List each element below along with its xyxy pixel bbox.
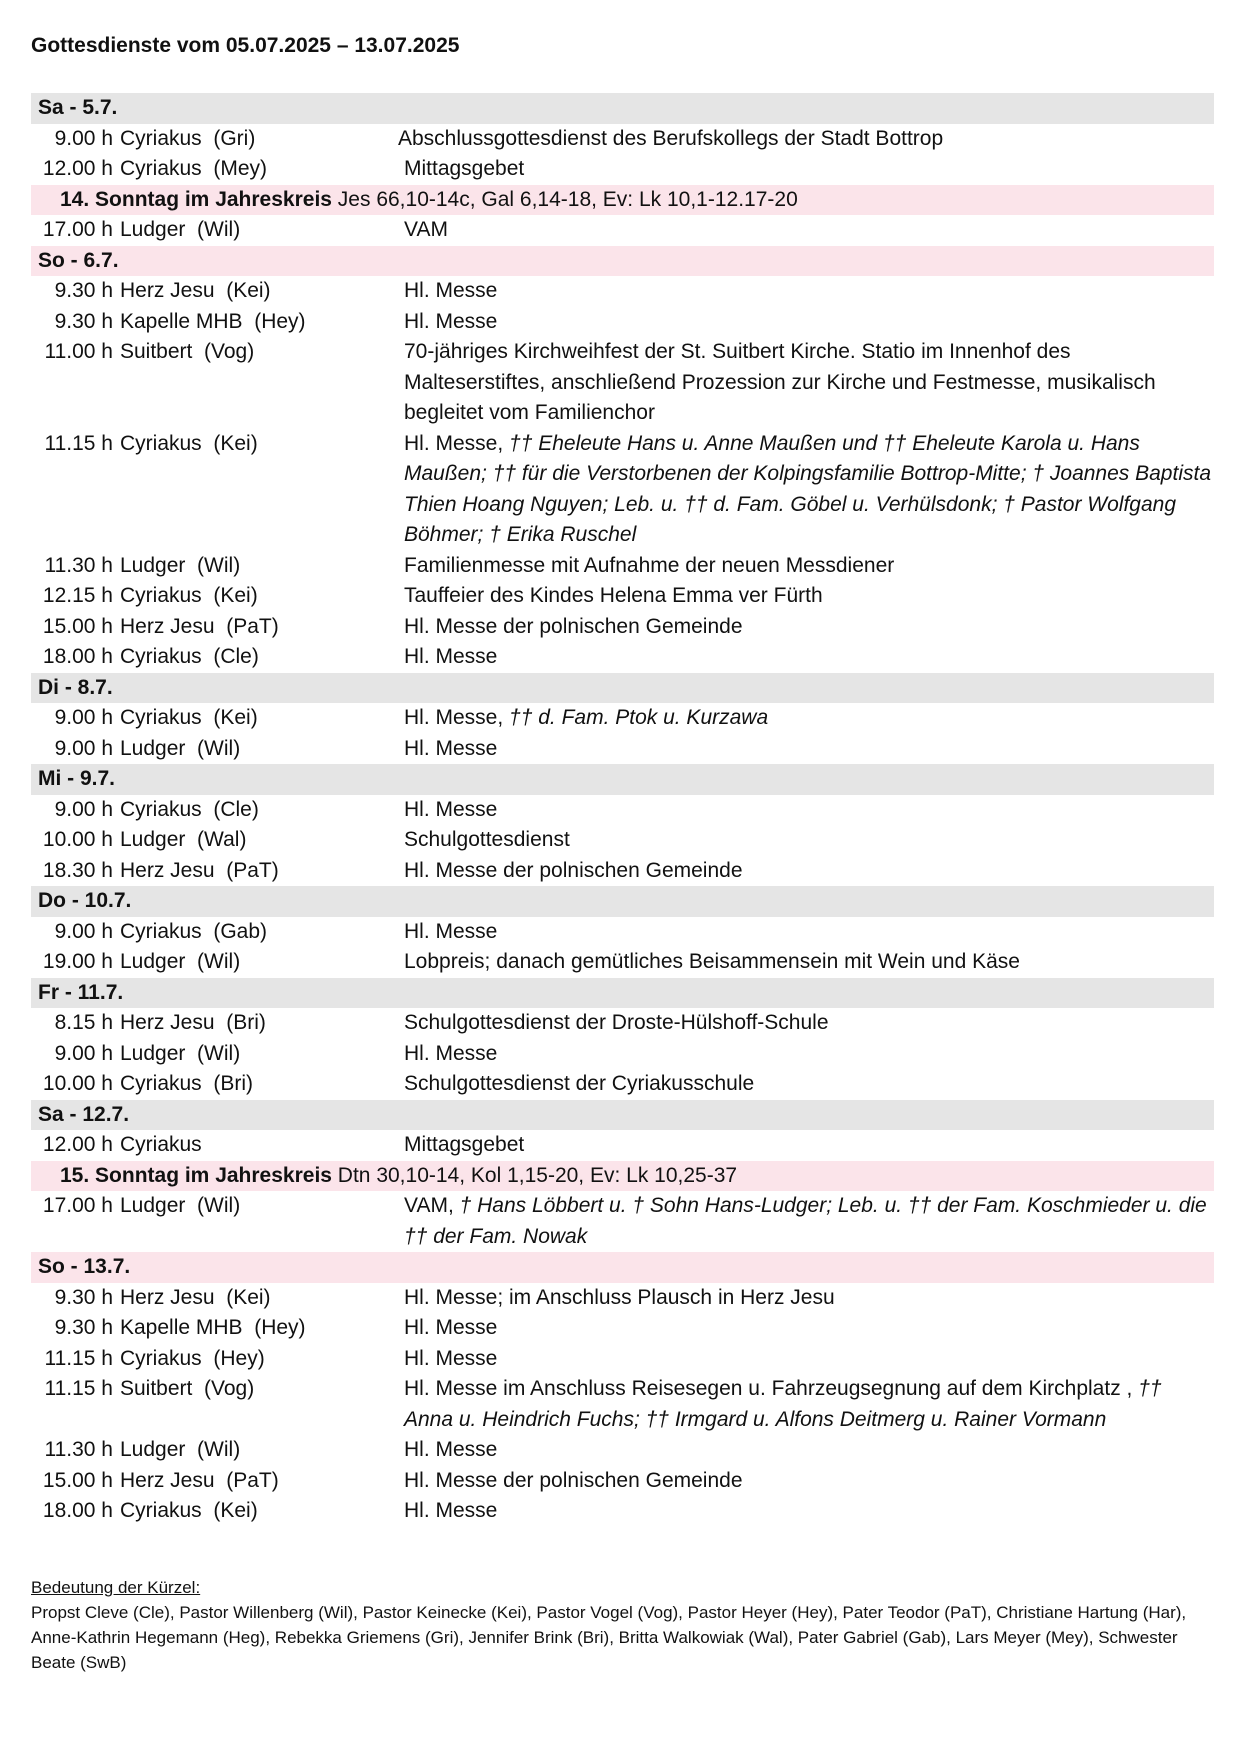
service-row <box>31 1466 1214 1497</box>
service-description <box>404 1496 1214 1527</box>
service-text: Hl. Messe, <box>404 431 504 455</box>
service-text: Hl. Messe <box>404 279 498 302</box>
day-header: Sa - 12.7. <box>31 1100 1214 1131</box>
service-place: Suitbert (Vog) <box>120 340 255 363</box>
service-place: Herz Jesu (PaT) <box>120 858 279 882</box>
service-text: Hl. Messe, <box>404 706 504 729</box>
service-time: 18.00 h <box>42 1499 113 1522</box>
service-text: Schulgottesdienst der Droste-Hülshoff-Schule <box>404 1011 829 1034</box>
service-place: Cyriakus (Kei) <box>120 1499 258 1522</box>
service-time: 9.30 h <box>54 309 113 333</box>
service-text: Schulgottesdienst der Cyriakusschule <box>404 1072 755 1095</box>
service-row <box>31 429 1214 551</box>
service-description <box>404 1283 1214 1314</box>
service-time: 18.00 h <box>42 645 113 668</box>
day-header: So - 13.7. <box>31 1252 1214 1283</box>
service-row <box>31 734 1214 765</box>
service-description <box>404 1313 1214 1344</box>
service-row <box>31 612 1214 643</box>
service-time: 11.30 h <box>44 553 113 577</box>
service-description <box>404 703 1214 734</box>
service-place: Cyriakus (Cle) <box>120 645 259 668</box>
service-description <box>404 1374 1214 1435</box>
service-place: Cyriakus (Kei) <box>120 431 258 455</box>
service-time: 9.00 h <box>54 797 113 821</box>
service-row <box>31 795 1214 826</box>
abbreviation-legend <box>31 1575 1191 1675</box>
service-row <box>31 1374 1214 1435</box>
service-place: Herz Jesu (Kei) <box>120 1285 271 1309</box>
legend-text: Propst Cleve (Cle), Pastor Willenberg (Wil), Pastor Keinecke (Kei), Pastor Vogel (Vog), Pastor Heyer (Hey), Pater Teodor (PaT), Christiane Hartung (Har), Anne-Kathrin Hegemann (Heg), Rebekka Griemens (Gri), Jennifer Brink (Bri), Britta Walkowiak (Wal), Pater Gabriel (Gab), Lars Meyer (Mey), Schwester Beate (SwB) <box>31 1603 1187 1672</box>
service-row <box>31 307 1214 338</box>
service-place: Cyriakus (Hey) <box>120 1346 265 1370</box>
service-description <box>404 642 1214 673</box>
service-text: Hl. Messe <box>404 919 498 943</box>
service-text: VAM <box>404 218 448 241</box>
mass-intentions: †† d. Fam. Ptok u. Kurzawa <box>503 706 769 729</box>
service-row <box>31 1191 1214 1252</box>
service-description <box>404 947 1214 978</box>
day-header: Do - 10.7. <box>31 886 1214 917</box>
service-time: 10.00 h <box>42 828 113 851</box>
service-place: Ludger (Wal) <box>120 828 247 851</box>
service-time: 12.00 h <box>42 157 113 180</box>
feast-header <box>31 185 1214 216</box>
service-place: Cyriakus (Kei) <box>120 584 258 607</box>
service-place: Cyriakus (Cle) <box>120 797 259 821</box>
service-time: 17.00 h <box>42 218 113 241</box>
service-text: Hl. Messe der polnischen Gemeinde <box>404 614 743 638</box>
service-description <box>404 1435 1214 1466</box>
legend-heading: Bedeutung der Kürzel: <box>31 1578 201 1597</box>
service-place: Kapelle MHB (Hey) <box>120 1316 306 1339</box>
service-row <box>31 703 1214 734</box>
feast-header <box>31 1161 1214 1192</box>
feast-name: 15. Sonntag im Jahreskreis <box>60 1163 332 1187</box>
feast-readings: Dtn 30,10-14, Kol 1,15-20, Ev: Lk 10,25-37 <box>331 1163 738 1187</box>
service-description <box>404 795 1214 826</box>
service-time: 12.00 h <box>42 1133 113 1156</box>
service-row <box>31 1496 1214 1527</box>
service-row <box>31 276 1214 307</box>
service-place: Ludger (Wil) <box>120 1438 241 1461</box>
service-text: Mittagsgebet <box>404 157 525 180</box>
service-row <box>31 581 1214 612</box>
service-text: 70-jähriges Kirchweihfest der St. Suitbert Kirche. Statio im Innenhof des Malteserstiftes, anschließend Prozession zur Kirche und Festmesse, musikalisch begleitet vom Familienchor <box>404 340 1156 424</box>
service-text: Hl. Messe <box>404 1346 498 1370</box>
service-place: Herz Jesu (Kei) <box>120 279 271 302</box>
service-row <box>31 124 1214 155</box>
service-place: Kapelle MHB (Hey) <box>120 309 306 333</box>
service-row <box>31 1130 1214 1161</box>
service-time: 17.00 h <box>42 1194 113 1217</box>
service-text: Hl. Messe; im Anschluss Plausch in Herz Jesu <box>404 1285 835 1309</box>
service-time: 9.30 h <box>54 1316 113 1339</box>
service-description <box>404 612 1214 643</box>
document-title: Gottesdienste vom 05.07.2025 – 13.07.2025 <box>31 34 460 57</box>
service-description <box>404 581 1214 612</box>
feast-readings: Jes 66,10-14c, Gal 6,14-18, Ev: Lk 10,1-12.17-20 <box>331 187 798 211</box>
service-description <box>404 1130 1214 1161</box>
day-header: Di - 8.7. <box>31 673 1214 704</box>
service-row <box>31 337 1214 429</box>
service-text: Hl. Messe <box>404 1438 498 1461</box>
service-row <box>31 856 1214 887</box>
service-place: Ludger (Wil) <box>120 218 241 241</box>
service-text: Hl. Messe <box>404 309 498 333</box>
service-row <box>31 947 1214 978</box>
service-row <box>31 1313 1214 1344</box>
service-place: Cyriakus (Bri) <box>120 1072 254 1095</box>
service-description <box>404 307 1214 338</box>
service-time: 9.00 h <box>54 736 113 760</box>
service-row <box>31 1344 1214 1375</box>
service-place: Herz Jesu (PaT) <box>120 1468 279 1492</box>
service-text: VAM, <box>404 1194 454 1217</box>
service-place: Ludger (Wil) <box>120 1194 241 1217</box>
service-row <box>31 1435 1214 1466</box>
service-place: Cyriakus (Mey) <box>120 157 268 180</box>
service-description <box>404 551 1214 582</box>
service-description <box>404 154 1214 185</box>
service-description <box>404 1008 1214 1039</box>
service-row <box>31 1069 1214 1100</box>
service-text: Hl. Messe der polnischen Gemeinde <box>404 1468 743 1492</box>
service-description <box>404 856 1214 887</box>
mass-intentions: †† Anna u. Heindrich Fuchs; †† Irmgard u. Alfons Deitmerg u. Rainer Vormann <box>404 1377 1162 1431</box>
service-description <box>404 1344 1214 1375</box>
service-text: Schulgottesdienst <box>404 828 570 851</box>
service-place: Ludger (Wil) <box>120 950 241 973</box>
service-time: 15.00 h <box>42 1468 113 1492</box>
service-description <box>404 1039 1214 1070</box>
service-place: Cyriakus (Gab) <box>120 919 268 943</box>
service-place: Ludger (Wil) <box>120 1041 241 1065</box>
service-place: Herz Jesu (PaT) <box>120 614 279 638</box>
service-row <box>31 1008 1214 1039</box>
service-description <box>404 1466 1214 1497</box>
service-row <box>31 917 1214 948</box>
service-text: Abschlussgottesdienst des Berufskollegs der Stadt Bottrop <box>398 126 944 150</box>
service-time: 10.00 h <box>42 1072 113 1095</box>
service-text: Hl. Messe <box>404 1041 498 1065</box>
service-text: Hl. Messe der polnischen Gemeinde <box>404 858 743 882</box>
service-time: 19.00 h <box>42 950 113 973</box>
service-row <box>31 825 1214 856</box>
service-text: Familienmesse mit Aufnahme der neuen Messdiener <box>404 553 895 577</box>
service-time: 9.30 h <box>54 1285 113 1309</box>
service-row <box>31 1039 1214 1070</box>
day-header: Sa - 5.7. <box>31 93 1214 124</box>
service-place: Suitbert (Vog) <box>120 1377 255 1400</box>
service-text: Hl. Messe <box>404 736 498 760</box>
service-description <box>404 276 1214 307</box>
service-row <box>31 551 1214 582</box>
service-time: 9.00 h <box>54 919 113 943</box>
service-text: Hl. Messe <box>404 1316 498 1339</box>
service-description <box>404 337 1214 429</box>
service-text: Hl. Messe im Anschluss Reisesegen u. Fahrzeugsegnung auf dem Kirchplatz , <box>404 1377 1133 1400</box>
service-time: 9.00 h <box>54 706 113 729</box>
service-time: 12.15 h <box>42 584 113 607</box>
feast-name: 14. Sonntag im Jahreskreis <box>60 187 332 211</box>
service-text: Hl. Messe <box>404 645 498 668</box>
service-row <box>31 154 1214 185</box>
service-text: Hl. Messe <box>404 797 498 821</box>
service-description <box>404 1191 1214 1252</box>
service-description <box>404 215 1214 246</box>
service-time: 11.30 h <box>44 1438 113 1461</box>
service-time: 11.00 h <box>44 340 113 363</box>
service-time: 18.30 h <box>42 858 113 882</box>
day-header: So - 6.7. <box>31 246 1214 277</box>
service-place: Cyriakus (Kei) <box>120 706 258 729</box>
schedule-list <box>31 93 1214 1527</box>
service-place: Cyriakus (Gri) <box>120 126 256 150</box>
service-row <box>31 215 1214 246</box>
service-description <box>404 1069 1214 1100</box>
service-time: 11.15 h <box>44 1377 113 1400</box>
service-time: 11.15 h <box>44 1346 113 1370</box>
service-description <box>404 917 1214 948</box>
service-time: 8.15 h <box>54 1011 113 1034</box>
service-place: Ludger (Wil) <box>120 553 241 577</box>
day-header: Fr - 11.7. <box>31 978 1214 1009</box>
mass-intentions: † Hans Löbbert u. † Sohn Hans-Ludger; Leb. u. †† der Fam. Koschmieder u. die †† der Fam. Nowak <box>404 1194 1207 1248</box>
service-description <box>404 429 1214 551</box>
service-place: Herz Jesu (Bri) <box>120 1011 266 1034</box>
service-description <box>404 825 1214 856</box>
service-place: Ludger (Wil) <box>120 736 241 760</box>
service-time: 15.00 h <box>42 614 113 638</box>
service-description <box>398 124 1208 155</box>
service-text: Mittagsgebet <box>404 1133 525 1156</box>
service-text: Hl. Messe <box>404 1499 498 1522</box>
service-text: Lobpreis; danach gemütliches Beisammensein mit Wein und Käse <box>404 950 1020 973</box>
service-time: 9.00 h <box>54 1041 113 1065</box>
service-time: 9.00 h <box>54 126 113 150</box>
service-text: Tauffeier des Kindes Helena Emma ver Fürth <box>404 584 823 607</box>
service-row <box>31 642 1214 673</box>
service-row <box>31 1283 1214 1314</box>
mass-intentions: †† Eheleute Hans u. Anne Maußen und †† Eheleute Karola u. Hans Maußen; †† für die Verstorbenen der Kolpingsfamilie Bottrop-Mitte; † Joannes Baptista Thien Hoang Nguyen; Leb. u. †† d. Fam. Göbel u. Verhülsdonk; † Pastor Wolfgang Böhmer; † Erika Ruschel <box>404 431 1211 546</box>
service-time: 9.30 h <box>54 279 113 302</box>
service-description <box>404 734 1214 765</box>
service-time: 11.15 h <box>44 431 113 455</box>
service-place: Cyriakus <box>120 1133 202 1156</box>
day-header: Mi - 9.7. <box>31 764 1214 795</box>
